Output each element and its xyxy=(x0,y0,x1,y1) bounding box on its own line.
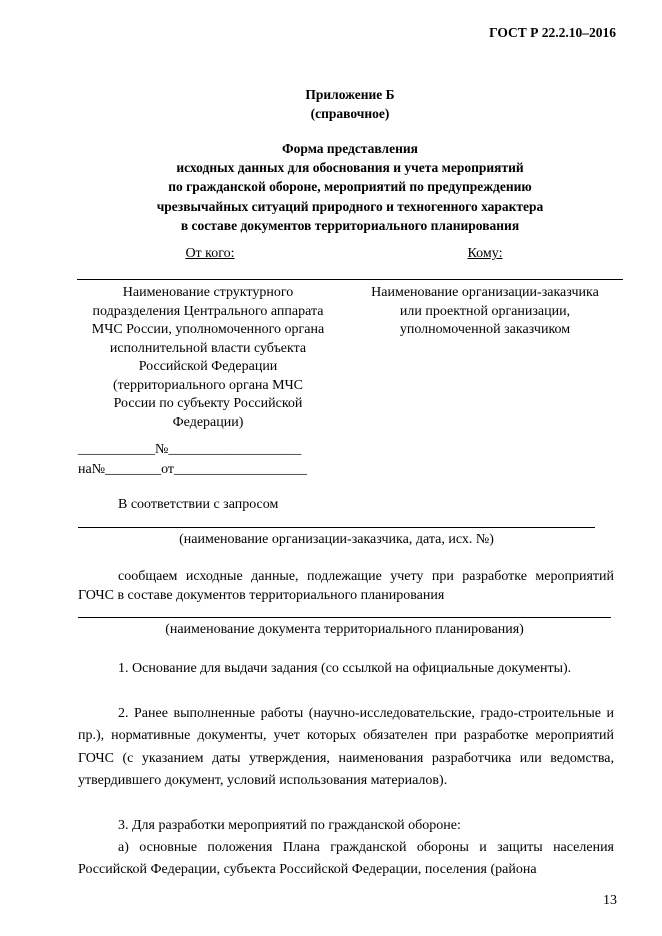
from-line: России по субъекту Российской xyxy=(113,396,303,411)
request-fill-rule xyxy=(78,527,595,528)
from-line: (территориального органа МЧС xyxy=(112,377,304,393)
from-label: От кого: xyxy=(185,246,235,261)
report-caption: (наименование документа территориального планирования) xyxy=(165,622,524,637)
from-line: Наименование структурного xyxy=(122,285,294,300)
item-3: 3. Для разработки мероприятий по гражданской обороне: xyxy=(118,818,461,833)
form-title xyxy=(40,139,660,235)
form-title-line: по гражданской обороне, мероприятий по предупреждению xyxy=(168,179,532,195)
to-column xyxy=(350,284,620,340)
form-title-line: исходных данных для обоснования и учета мероприятий xyxy=(176,160,524,176)
item-1: 1. Основание для выдачи задания (со ссылкой на официальные документы). xyxy=(118,661,572,676)
from-line: Российской Федерации xyxy=(138,359,278,374)
appendix-title: Приложение Б xyxy=(305,87,395,102)
incoming-number-field: на№________от___________________ xyxy=(78,462,307,477)
request-text: В соответствии с запросом xyxy=(118,497,279,512)
outgoing-number-field: ___________№___________________ xyxy=(78,442,302,457)
request-caption: (наименование организации-заказчика, дата, исх. №) xyxy=(179,532,494,547)
from-line: Федерации) xyxy=(172,414,244,430)
report-fill-rule xyxy=(78,617,611,618)
appendix-type: (справочное) xyxy=(310,106,390,121)
from-line: исполнительной власти субъекта xyxy=(109,340,307,356)
to-line: или проектной организации, xyxy=(399,303,571,319)
from-line: подразделения Центрального аппарата xyxy=(92,303,324,319)
from-column xyxy=(68,284,348,432)
page-number: 13 xyxy=(603,893,617,908)
standard-designation: ГОСТ Р 22.2.10–2016 xyxy=(489,25,616,40)
to-line: уполномоченной заказчиком xyxy=(399,322,571,337)
to-line: Наименование организации-заказчика xyxy=(371,285,599,300)
header-rule xyxy=(77,279,623,280)
form-title-line: чрезвычайных ситуаций природного и техногенного характера xyxy=(156,198,544,214)
item-2: 2. Ранее выполненные работы (научно-исследовательские, градо-строительные и пр.), нормативные документы, учет которых обязателен при разработке мероприятий ГОЧС (с указанием даты утверждения, наименования разработчика или ведомства, утвердившего документ, условий использования материалов). xyxy=(78,706,614,788)
form-title-line: в составе документов территориального планирования xyxy=(180,217,520,233)
form-title-line: Форма представления xyxy=(282,141,418,156)
report-text: сообщаем исходные данные, подлежащие учету при разработке мероприятий ГОЧС в составе документов территориального планирования xyxy=(78,569,614,603)
item-3a: а) основные положения Плана гражданской обороны и защиты населения Российской Федерации, субъекта Российской Федерации, поселения (района xyxy=(78,840,614,878)
from-line: МЧС России, уполномоченного органа xyxy=(91,322,325,337)
to-label: Кому: xyxy=(467,246,503,261)
